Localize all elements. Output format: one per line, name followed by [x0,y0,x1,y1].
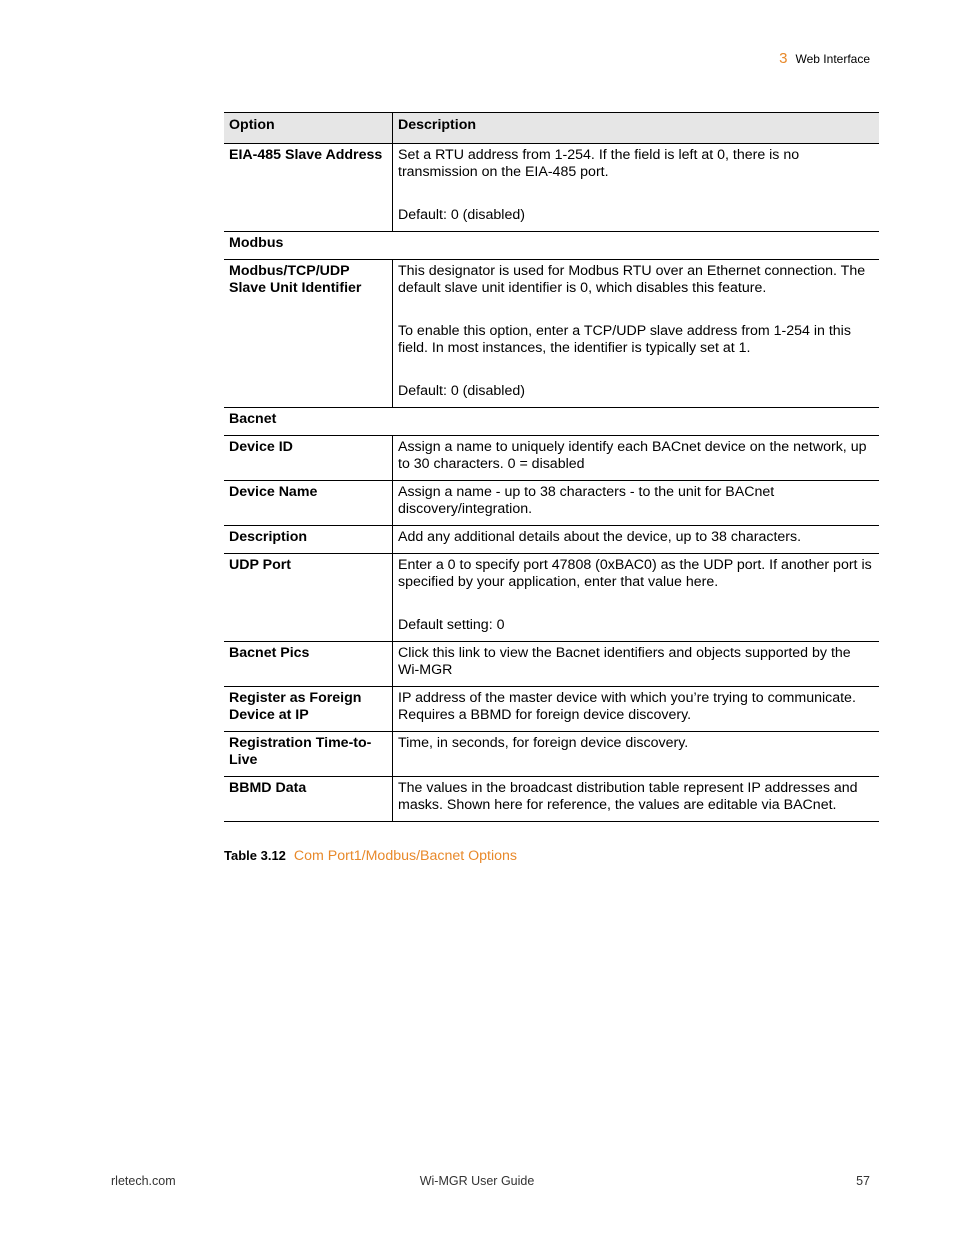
option-column-header: Option [224,113,393,144]
description-paragraph: Default: 0 (disabled) [398,207,525,223]
chapter-title: Web Interface [795,52,870,66]
table-row [224,777,879,822]
section-label: Bacnet [224,408,879,436]
chapter-number: 3 [779,50,788,67]
description-paragraph: Assign a name - up to 38 characters - to the unit for BACnet discovery/integration. [398,484,775,517]
table-row [224,554,879,642]
description-cell [393,260,880,408]
description-paragraph: Default: 0 (disabled) [398,383,525,399]
description-paragraph: Default setting: 0 [398,617,505,633]
footer-page-number: 57 [856,1174,870,1188]
table-header-row [224,113,879,144]
running-header [779,50,870,67]
table-body [224,144,879,822]
description-cell [393,732,880,777]
description-cell [393,777,880,822]
option-cell: Bacnet Pics [224,642,393,687]
table-row [224,687,879,732]
description-column-header: Description [393,113,880,144]
table-row [224,144,879,232]
description-cell [393,436,880,481]
description-paragraph: Assign a name to uniquely identify each BACnet device on the network, up to 30 characters. 0 = disabled [398,439,867,472]
description-paragraph: The values in the broadcast distribution table represent IP addresses and masks. Shown here for reference, the values are editable via BACnet. [398,780,858,813]
description-cell [393,481,880,526]
options-table [224,112,879,822]
option-cell: BBMD Data [224,777,393,822]
option-cell: Modbus/TCP/UDP Slave Unit Identifier [224,260,393,408]
description-paragraph: Enter a 0 to specify port 47808 (0xBAC0) as the UDP port. If another port is specified by your application, enter that value here. [398,557,872,590]
footer-website: rletech.com [111,1174,176,1188]
option-cell: Description [224,526,393,554]
option-cell: EIA-485 Slave Address [224,144,393,232]
table-row [224,436,879,481]
caption-title: Com Port1/Modbus/Bacnet Options [293,848,518,864]
section-label: Modbus [224,232,879,260]
description-paragraph: Set a RTU address from 1-254. If the field is left at 0, there is no transmission on the EIA-485 port. [398,147,800,180]
table-row [224,481,879,526]
description-paragraph: Add any additional details about the device, up to 38 characters. [398,529,802,545]
description-paragraph: Click this link to view the Bacnet identifiers and objects supported by the Wi-MGR [398,645,851,678]
description-cell [393,144,880,232]
description-cell [393,687,880,732]
table-row [224,526,879,554]
description-paragraph: IP address of the master device with which you’re trying to communicate. Requires a BBMD for foreign device discovery. [398,690,856,723]
section-row [224,408,879,436]
footer-document-title: Wi-MGR User Guide [419,1174,535,1188]
option-cell: Register as Foreign Device at IP [224,687,393,732]
description-cell [393,526,880,554]
table-caption [224,848,517,864]
description-cell [393,554,880,642]
description-paragraph: This designator is used for Modbus RTU over an Ethernet connection. The default slave unit identifier is 0, which disables this feature. [398,263,866,296]
caption-label: Table 3.12 [224,848,286,863]
description-paragraph: Time, in seconds, for foreign device discovery. [398,735,689,751]
option-cell: Device Name [224,481,393,526]
table-row [224,260,879,408]
description-paragraph: To enable this option, enter a TCP/UDP slave address from 1-254 in this field. In most instances, the identifier is typically set at 1. [398,323,851,356]
option-cell: Device ID [224,436,393,481]
table-row [224,732,879,777]
table-row [224,642,879,687]
option-cell: Registration Time-to-Live [224,732,393,777]
section-row [224,232,879,260]
description-cell [393,642,880,687]
option-cell: UDP Port [224,554,393,642]
